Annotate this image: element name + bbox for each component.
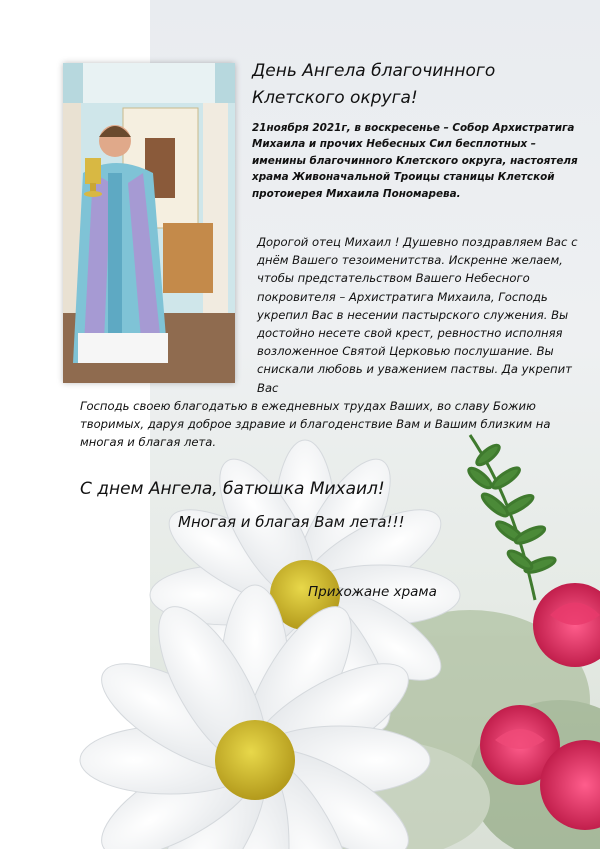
announcement-text: 21ноября 2021г, в воскресенье – Собор Архистратига Михаила и прочих Небесных Сил бесплотных – именины благочинного Клетского округа, настоятеля храма Живоначальной Троицы станицы Клетской протоиерея Михаила Пономарева. [252, 122, 578, 200]
greeting-paragraph-part-2: Господь своею благодатью в ежедневных трудах Ваших, во славу Божию творимых, даруя доброе здравие и благоденствие Вам и Вашим близким на многая и благая лета. [80, 399, 551, 450]
wish-line-1: С днем Ангела, батюшка Михаил! [80, 479, 385, 499]
wish-line-2: Многая и благая Вам лета!!! [178, 513, 405, 531]
page-title [252, 58, 582, 112]
title-line-1: День Ангела благочинного [252, 61, 496, 81]
signature: Прихожане храма [308, 584, 437, 600]
title-line-2: Клетского округа! [252, 88, 418, 108]
fern-icon [466, 435, 557, 600]
greeting-paragraph-part-1: Дорогой отец Михаил ! Душевно поздравляем Вас с днём Вашего тезоименитства. Искренне желаем, чтобы предстательством Вашего Небесного покровителя – Архистратига Михаила, Господь укрепил Вас в несении пастырского служения. Вы достойно несете свой крест, ревностно исполняя возложенное Святой Церковью послушание. Вы снискали любовь и уважением паствы. Да укрепит Вас [257, 235, 578, 395]
priest-photo [63, 63, 235, 383]
